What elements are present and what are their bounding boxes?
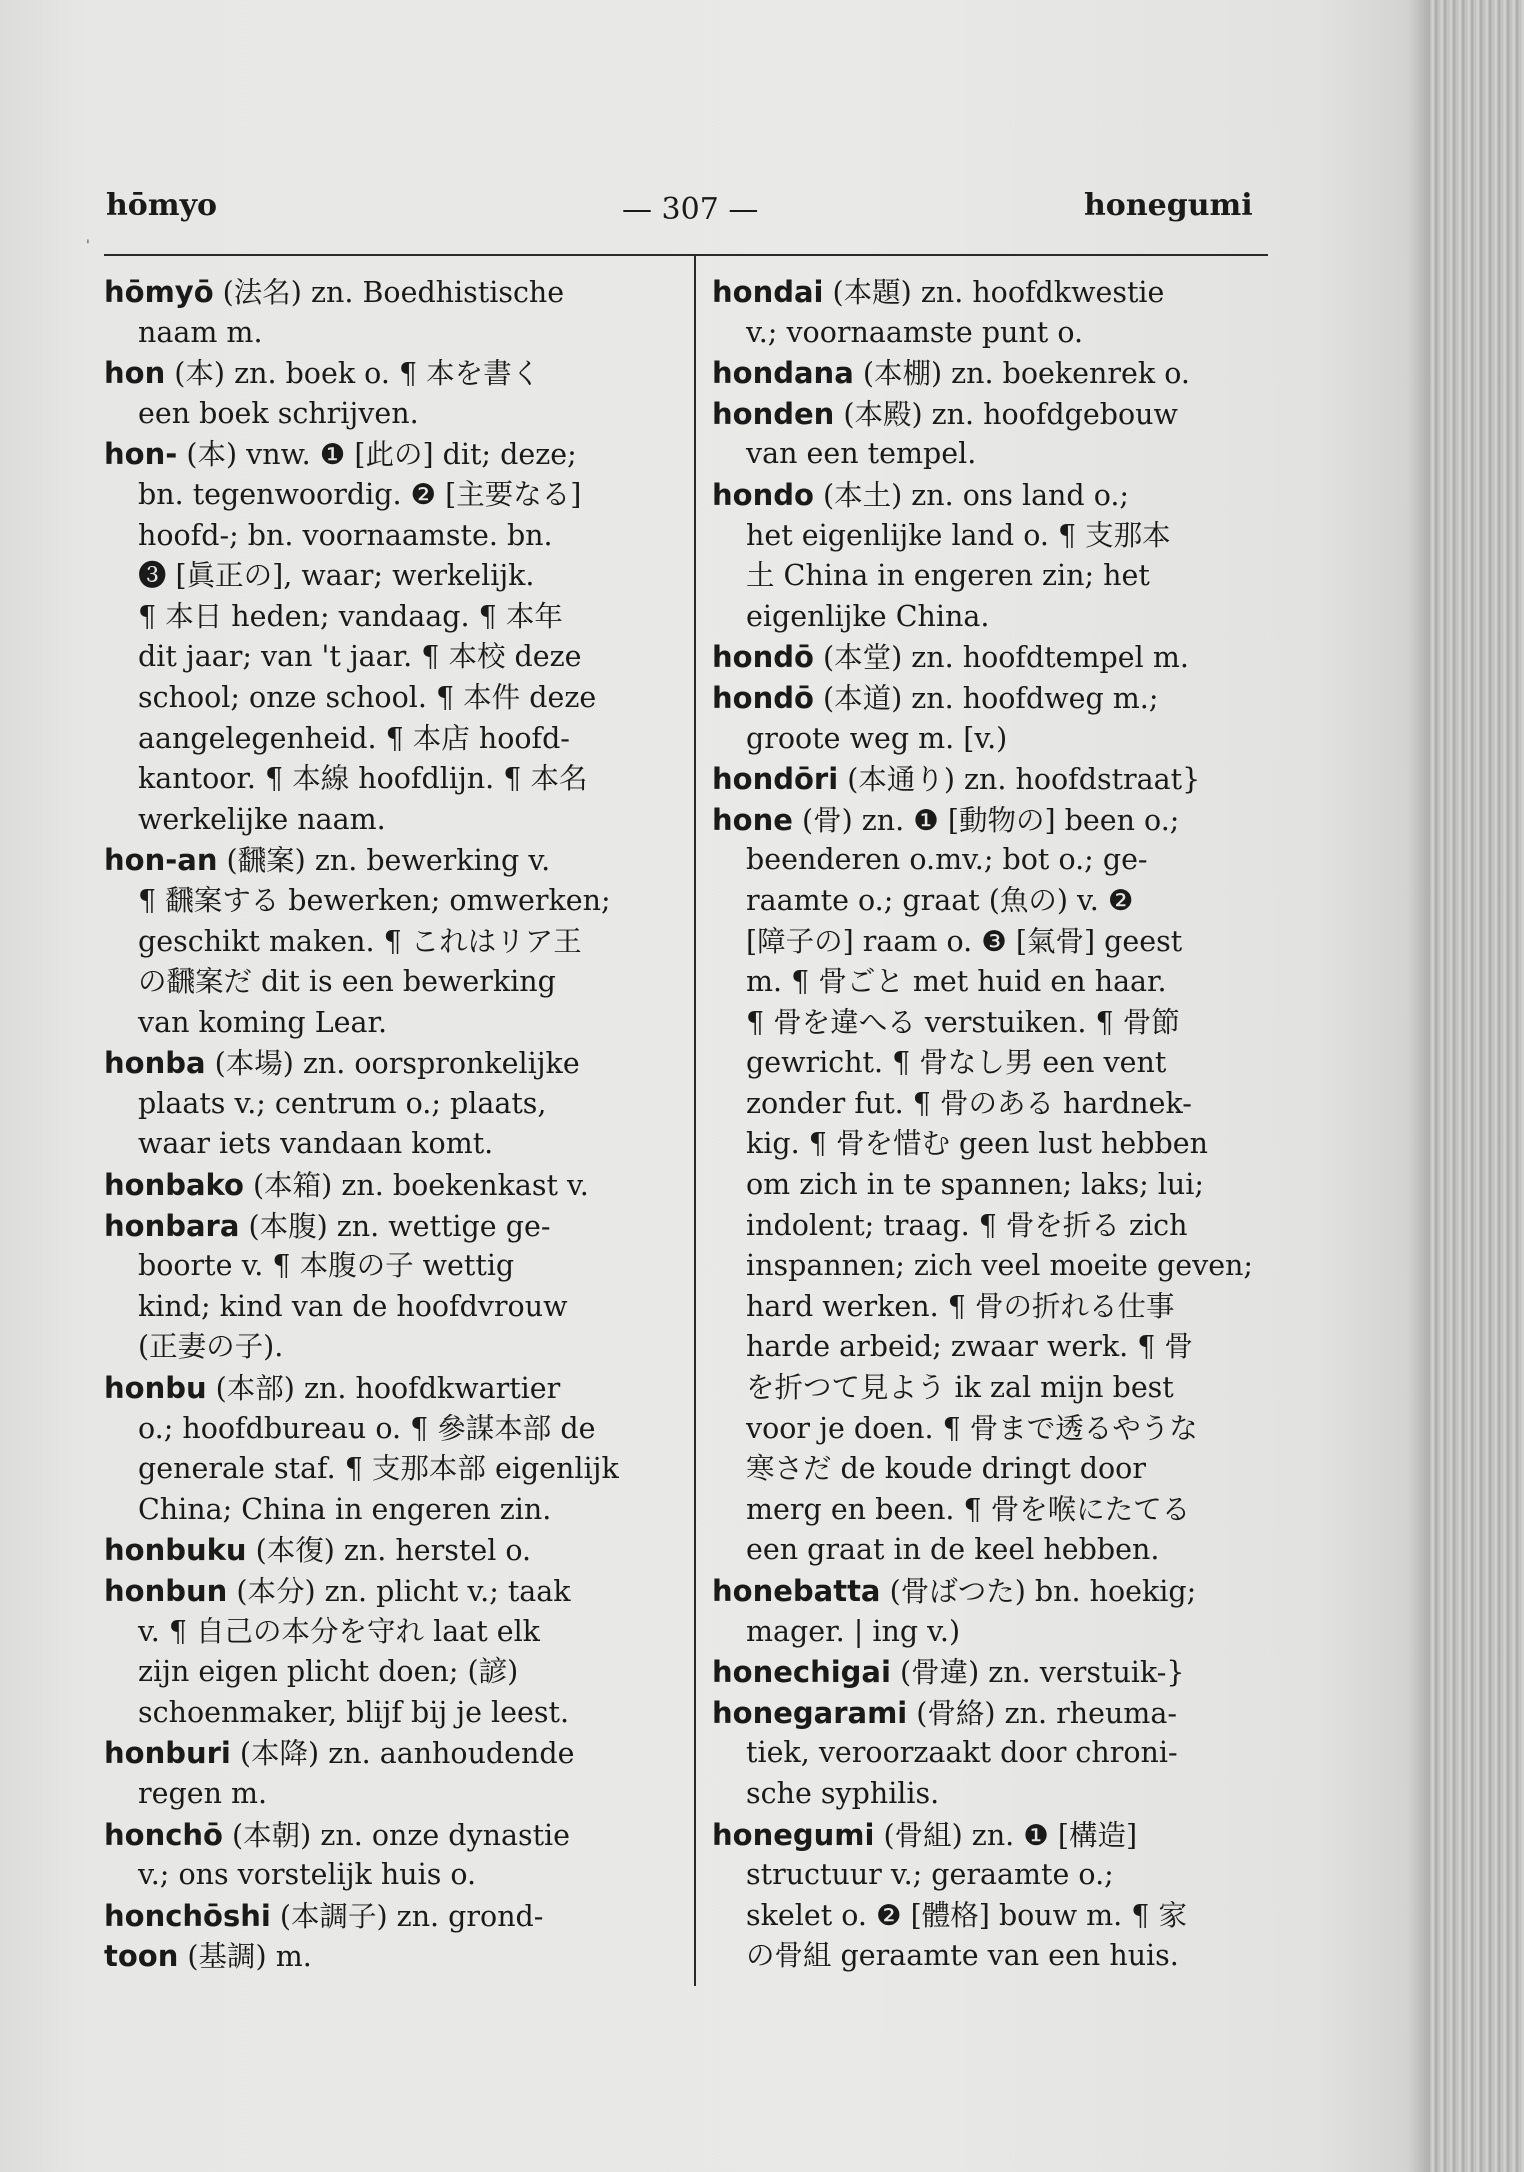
entry-line: tiek, veroorzaakt door chroni- — [746, 1736, 1178, 1770]
page-number: — 307 — — [622, 192, 759, 227]
entry-line: sche syphilis. — [746, 1776, 940, 1810]
entry-text: (骨組) zn. ❶ [構造] — [874, 1818, 1138, 1852]
column-divider — [694, 256, 696, 1986]
entry-line — [712, 800, 1282, 841]
entry-line: groote weg m. [v.) — [746, 721, 1008, 755]
headword: hon-an — [104, 843, 218, 878]
headword: honbara — [104, 1208, 240, 1243]
entry-line: geschikt maken. ¶ これはリア王 — [138, 924, 582, 958]
entry-line — [712, 475, 1282, 516]
entry-text: (本) vnw. ❶ [此の] dit; deze; — [177, 438, 577, 472]
entry-line: schoenmaker, blijf bij je leest. — [138, 1695, 570, 1729]
entry-line: v.; ons vorstelijk huis o. — [138, 1858, 477, 1892]
entry-line: beenderen o.mv.; bot o.; ge- — [746, 843, 1148, 877]
entry-line — [712, 759, 1282, 800]
headword: honburi — [104, 1736, 231, 1771]
entry-text: (骨絡) zn. rheuma- — [907, 1696, 1177, 1730]
headword: toon — [104, 1939, 179, 1974]
entry-line: zonder fut. ¶ 骨のある hardnek- — [746, 1086, 1192, 1120]
entry-line — [712, 394, 1282, 435]
entry-line: een graat in de keel hebben. — [746, 1533, 1160, 1567]
entry-line — [104, 1815, 674, 1856]
entry-line: の骨組 geraamte van een huis. — [746, 1939, 1179, 1973]
entry-line: bn. tegenwoordig. ❷ [主要なる] — [138, 477, 582, 511]
entry-line: を折つて見よう ik zal mijn best — [746, 1371, 1174, 1405]
entry-line: o.; hoofdbureau o. ¶ 參謀本部 de — [138, 1411, 596, 1445]
entry-line — [712, 353, 1282, 394]
entry-line — [104, 353, 674, 394]
entry-line — [104, 1206, 674, 1247]
entry-line — [104, 1165, 674, 1206]
running-head-right: honegumi — [1084, 188, 1253, 223]
headword: honbu — [104, 1371, 207, 1406]
entry-line: indolent; traag. ¶ 骨を折る zich — [746, 1208, 1188, 1242]
entry-line: hard werken. ¶ 骨の折れる仕事 — [746, 1289, 1175, 1323]
entry-line: v.; voornaamste punt o. — [746, 315, 1084, 349]
headword: hondō — [712, 640, 814, 675]
entry-text: (本堂) zn. hoofdtempel m. — [813, 641, 1189, 675]
entry-line — [712, 1571, 1282, 1612]
entry-line: kantoor. ¶ 本線 hoofdlijn. ¶ 本名 — [138, 762, 588, 796]
headword: hondōri — [712, 762, 839, 797]
entry-line: (正妻の子). — [138, 1330, 284, 1364]
entry-text: (本腹) zn. wettige ge- — [239, 1209, 551, 1243]
entry-text: (本殿) zn. hoofdgebouw — [834, 397, 1178, 431]
entry-text: (基調) m. — [178, 1940, 312, 1974]
entry-line: kind; kind van de hoofdvrouw — [138, 1289, 568, 1323]
entry-text: (本道) zn. hoofdweg m.; — [813, 681, 1159, 715]
entry-line: harde arbeid; zwaar werk. ¶ 骨 — [746, 1330, 1193, 1364]
headword: hondo — [712, 477, 814, 512]
entry-text: (本場) zn. oorspronkelijke — [205, 1047, 580, 1081]
headword: honechigai — [712, 1655, 891, 1690]
entry-line — [104, 1571, 674, 1612]
entry-line — [712, 1693, 1282, 1734]
entry-line — [104, 1368, 674, 1409]
headword: hon — [104, 356, 166, 391]
entry-line — [712, 272, 1282, 313]
entry-line — [712, 637, 1282, 678]
entry-line: 土 China in engeren zin; het — [746, 559, 1150, 593]
headword: honbun — [104, 1574, 228, 1608]
entry-text: (本部) zn. hoofdkwartier — [206, 1372, 561, 1406]
entry-line: dit jaar; van 't jaar. ¶ 本校 deze — [138, 640, 582, 674]
headword: honegumi — [712, 1817, 875, 1852]
entry-line: eigenlijke China. — [746, 599, 990, 633]
entry-line: の飜案だ dit is een bewerking — [138, 965, 556, 999]
entry-text: (骨) zn. ❶ [動物の] been o.; — [792, 803, 1180, 837]
entry-line: inspannen; zich veel moeite geven; — [746, 1249, 1254, 1283]
entry-line: waar iets vandaan komt. — [138, 1127, 494, 1161]
entry-line: regen m. — [138, 1776, 268, 1810]
entry-line — [712, 1815, 1282, 1856]
right-column — [712, 272, 1282, 1977]
entry-line: raamte o.; graat (魚の) v. ❷ — [746, 883, 1134, 917]
entry-line — [104, 1043, 674, 1084]
entry-line: gewricht. ¶ 骨なし男 een vent — [746, 1046, 1167, 1080]
headword: honba — [104, 1046, 206, 1081]
headword: honegarami — [712, 1695, 908, 1730]
entry-line — [104, 1896, 674, 1937]
print-mark: ' — [86, 238, 90, 254]
entry-line: boorte v. ¶ 本腹の子 wettig — [138, 1249, 515, 1283]
entry-line — [104, 1530, 674, 1571]
entry-line — [104, 1733, 674, 1774]
entry-line: zijn eigen plicht doen; (諺) — [138, 1655, 519, 1689]
entry-line — [104, 272, 674, 313]
entry-line: om zich in te spannen; laks; lui; — [746, 1168, 1204, 1202]
running-head-left: hōmyo — [106, 188, 218, 223]
entry-text: (本降) zn. aanhoudende — [230, 1737, 575, 1771]
entry-line: ¶ 骨を違へる verstuiken. ¶ 骨節 — [746, 1005, 1180, 1039]
entry-text: (骨違) zn. verstuik-} — [890, 1656, 1185, 1690]
entry-line: mager. | ing v.) — [746, 1614, 961, 1648]
headword: honchōshi — [104, 1898, 271, 1933]
entry-text: (骨ばつた) bn. hoekig; — [880, 1575, 1197, 1608]
entry-text: (本通り) zn. hoofdstraat} — [838, 763, 1201, 797]
headword: honbuku — [104, 1533, 247, 1568]
entry-line — [104, 840, 674, 881]
entry-line: werkelijke naam. — [138, 802, 386, 836]
headword: hon- — [104, 437, 178, 472]
entry-text: (本朝) zn. onze dynastie — [222, 1818, 571, 1852]
entry-line: het eigenlijke land o. ¶ 支那本 — [746, 518, 1171, 552]
entry-line: generale staf. ¶ 支那本部 eigenlijk — [138, 1452, 619, 1486]
entry-line: structuur v.; geraamte o.; — [746, 1858, 1114, 1892]
headword: hōmyō — [104, 275, 214, 309]
left-column — [104, 272, 674, 1977]
entry-text: (本復) zn. herstel o. — [246, 1534, 532, 1568]
entry-line — [712, 1652, 1282, 1693]
entry-line — [712, 678, 1282, 719]
entry-line: ¶ 本日 heden; vandaag. ¶ 本年 — [138, 599, 563, 633]
entry-line: 寒さだ de koude dringt door — [746, 1452, 1146, 1486]
entry-text: (飜案) zn. bewerking v. — [217, 844, 551, 878]
entry-text: (本) zn. boek o. ¶ 本を書く — [165, 357, 541, 391]
headword: honebatta — [712, 1574, 881, 1608]
headword: honchō — [104, 1817, 223, 1852]
entry-line: skelet o. ❷ [體格] bouw m. ¶ 家 — [746, 1898, 1187, 1932]
entry-text: (本分) zn. plicht v.; taak — [227, 1575, 571, 1608]
entry-text: (本題) zn. hoofdkwestie — [823, 276, 1165, 309]
headword: hondana — [712, 356, 854, 391]
entry-line: plaats v.; centrum o.; plaats, — [138, 1086, 547, 1120]
entry-line — [104, 1936, 674, 1977]
entry-line — [104, 434, 674, 475]
headword: hondai — [712, 275, 824, 309]
headword: hondō — [712, 680, 814, 715]
entry-line: aangelegenheid. ¶ 本店 hoofd- — [138, 721, 570, 755]
entry-line: China; China in engeren zin. — [138, 1492, 552, 1526]
headword: honden — [712, 396, 835, 431]
entry-text: (本土) zn. ons land o.; — [813, 478, 1130, 512]
entry-line: v. ¶ 自己の本分を守れ laat elk — [138, 1614, 540, 1648]
entry-line: m. ¶ 骨ごと met huid en haar. — [746, 965, 1167, 999]
entry-line: school; onze school. ¶ 本件 deze — [138, 680, 597, 714]
headword: hone — [712, 802, 793, 837]
entry-line: kig. ¶ 骨を惜む geen lust hebben — [746, 1127, 1208, 1161]
entry-line: ❸ [眞正の], waar; werkelijk. — [138, 559, 535, 593]
entry-line: van koming Lear. — [138, 1005, 388, 1039]
entry-line: een boek schrijven. — [138, 396, 419, 430]
header-rule — [104, 254, 1268, 256]
entry-line: ¶ 飜案する bewerken; omwerken; — [138, 883, 611, 917]
entry-text: (本調子) zn. grond- — [270, 1899, 544, 1933]
entry-text: (法名) zn. Boedhistische — [213, 276, 565, 309]
entry-line: van een tempel. — [746, 437, 977, 471]
entry-line: merg en been. ¶ 骨を喉にたてる — [746, 1492, 1191, 1526]
entry-line: voor je doen. ¶ 骨まで透るやうな — [746, 1411, 1198, 1445]
book-page-edges — [1430, 0, 1524, 2172]
headword: honbako — [104, 1168, 244, 1203]
entry-line: hoofd-; bn. voornaamste. bn. — [138, 518, 553, 552]
entry-line: naam m. — [138, 315, 263, 349]
entry-line: [障子の] raam o. ❸ [氣骨] geest — [746, 924, 1183, 958]
entry-text: (本箱) zn. boekenkast v. — [243, 1169, 589, 1203]
entry-text: (本棚) zn. boekenrek o. — [853, 357, 1190, 391]
